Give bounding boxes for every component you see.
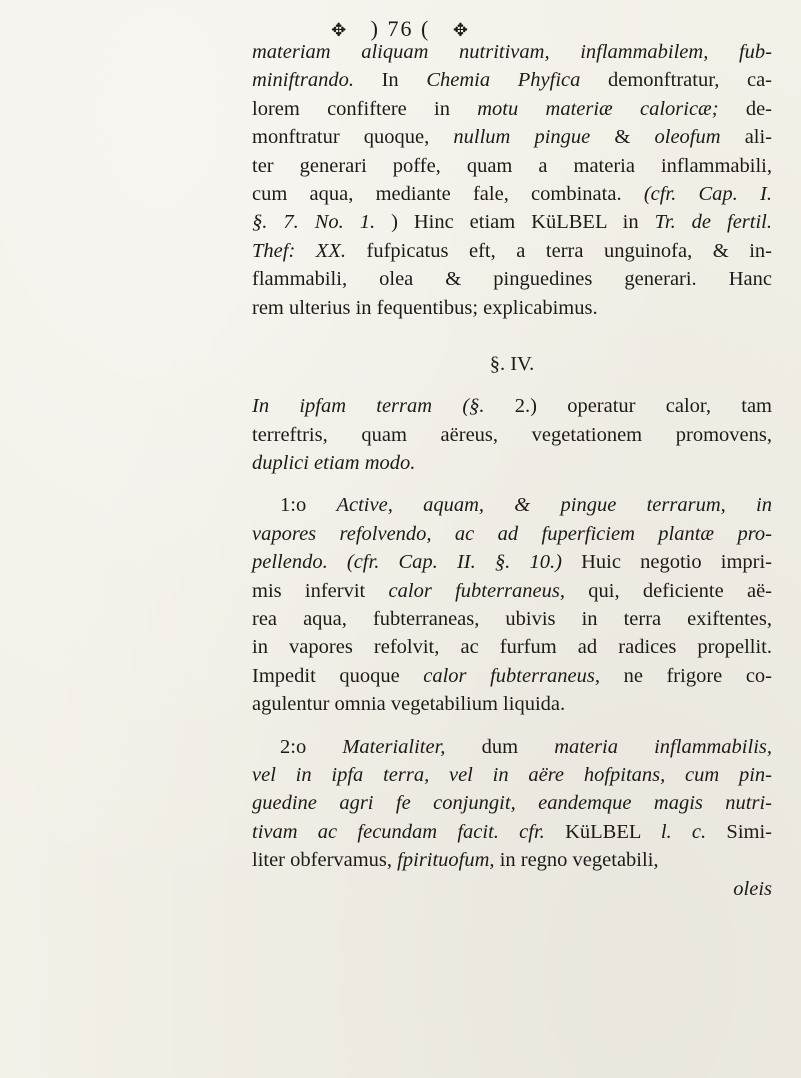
text-run: agulentur omnia vegetabilium liquida. bbox=[252, 693, 566, 716]
text-run: Simi- bbox=[726, 820, 772, 843]
text-run: KüLBEL bbox=[565, 820, 661, 843]
text-run: calor fubterraneus, bbox=[423, 664, 624, 687]
text-run: vel in ipfa terra, vel in aëre hofpitans, cum pin- bbox=[252, 763, 772, 786]
text-run: Materialiter, bbox=[342, 735, 482, 758]
text-run: calor fubterraneus, bbox=[388, 579, 589, 602]
text-line bbox=[252, 491, 772, 519]
text-run: rem ulterius in fequentibus; explicabimus. bbox=[252, 296, 598, 319]
text-run: Huic negotio impri- bbox=[581, 551, 772, 574]
spacer bbox=[252, 322, 772, 350]
text-run: Thef: XX. bbox=[252, 239, 367, 262]
text-run: cum aqua, mediante fale, combinata. bbox=[252, 182, 644, 205]
text-run: rea aqua, fubterraneas, ubivis in terra exiftentes, bbox=[252, 608, 772, 631]
body-text bbox=[252, 38, 772, 903]
text-run: Impedit quoque bbox=[252, 664, 424, 687]
text-run: guedine agri fe conjungit, eandemque magis nutri- bbox=[252, 792, 772, 815]
paragraph-4 bbox=[252, 733, 772, 875]
text-run: 1:o bbox=[280, 494, 337, 517]
text-line bbox=[252, 605, 772, 633]
text-line bbox=[252, 818, 772, 846]
spacer bbox=[252, 378, 772, 392]
text-run: dum bbox=[481, 735, 555, 758]
text-run: lorem confiftere in bbox=[252, 97, 478, 120]
text-line bbox=[252, 789, 772, 817]
paragraph-2 bbox=[252, 392, 772, 477]
spacer bbox=[252, 719, 772, 733]
text-run: pellendo. (cfr. Cap. II. §. 10.) bbox=[252, 551, 582, 574]
text-line bbox=[252, 520, 772, 548]
spacer bbox=[252, 477, 772, 491]
text-run: Active, aquam, & pingue terrarum, in bbox=[336, 494, 772, 517]
text-line bbox=[252, 38, 772, 66]
text-run: demonftratur, ca- bbox=[608, 69, 773, 92]
text-line bbox=[252, 761, 772, 789]
text-line bbox=[252, 846, 772, 874]
text-line bbox=[252, 449, 772, 477]
text-run: duplici etiam modo. bbox=[252, 452, 416, 475]
text-run: in regno vegetabili, bbox=[499, 849, 659, 872]
text-line bbox=[252, 237, 772, 265]
text-run: l. c. bbox=[660, 820, 727, 843]
text-run: 2.) operatur calor, tam bbox=[514, 395, 773, 418]
text-run: miniftrando. bbox=[252, 69, 382, 92]
text-run: oleofum bbox=[654, 126, 745, 149]
text-line bbox=[252, 577, 772, 605]
text-line bbox=[252, 294, 772, 322]
text-run: monftratur quoque, bbox=[252, 126, 454, 149]
text-run: materia inflammabilis, bbox=[554, 735, 772, 758]
text-line bbox=[252, 123, 772, 151]
text-run: tivam ac fecundam facit. cfr. bbox=[252, 820, 566, 843]
text-run: qui, deficiente aë- bbox=[588, 579, 773, 602]
text-run: vapores refolvendo, ac ad fuperficiem plantæ pro- bbox=[252, 522, 772, 545]
text-run: materiam aliquam nutritivam, inflammabilem, fub- bbox=[252, 41, 772, 63]
section-heading: §. IV. bbox=[489, 352, 535, 375]
text-line bbox=[252, 548, 772, 576]
text-run: nullum pingue bbox=[453, 126, 615, 149]
text-run: 2:o bbox=[280, 735, 343, 758]
text-line bbox=[252, 152, 772, 180]
text-line bbox=[252, 633, 772, 661]
text-run: ) Hinc etiam KüLBEL in bbox=[391, 211, 655, 234]
text-run: (cfr. Cap. I. bbox=[643, 182, 772, 205]
text-run: (§. bbox=[462, 395, 515, 418]
text-run: motu materiæ caloricæ; bbox=[477, 97, 746, 120]
text-run: In ipfam terram bbox=[252, 395, 463, 418]
catchword: oleis bbox=[733, 877, 772, 900]
text-run: flammabili, olea & pinguedines generari. Hanc bbox=[252, 268, 772, 291]
text-run: ali- bbox=[744, 126, 773, 149]
text-run: terreftris, quam aëreus, vegetationem promovens, bbox=[252, 423, 772, 446]
text-line bbox=[252, 66, 772, 94]
text-run: in vapores refolvit, ac furfum ad radices propellit. bbox=[252, 636, 772, 659]
text-line bbox=[252, 208, 772, 236]
text-run: & bbox=[614, 126, 655, 149]
text-line bbox=[252, 95, 772, 123]
ornament-left-icon: ✥ bbox=[331, 20, 349, 41]
text-line bbox=[252, 180, 772, 208]
text-run: Chemia Phyfica bbox=[426, 69, 609, 92]
page-number: ) 76 ( bbox=[370, 16, 431, 41]
paragraph-3 bbox=[252, 491, 772, 718]
ornament-right-icon: ✥ bbox=[452, 20, 470, 41]
text-run: Tr. de fertil. bbox=[654, 211, 772, 234]
text-run: In bbox=[381, 69, 427, 92]
text-run: ne frigore co- bbox=[623, 664, 772, 687]
text-run: ter generari poffe, quam a materia inflammabili, bbox=[252, 154, 772, 177]
text-line bbox=[252, 690, 772, 718]
paragraph-1 bbox=[252, 38, 772, 322]
text-line bbox=[252, 265, 772, 293]
text-run: liter obfervamus, bbox=[252, 849, 398, 872]
text-run: mis infervit bbox=[252, 579, 389, 602]
text-run: de- bbox=[745, 97, 773, 120]
text-run: §. 7. No. 1. bbox=[252, 211, 392, 234]
text-run: fpirituofum, bbox=[397, 849, 500, 872]
text-line bbox=[252, 392, 772, 420]
text-run: fufpicatus eft, a terra unguinofa, & in- bbox=[366, 239, 772, 262]
text-line bbox=[252, 733, 772, 761]
text-line bbox=[252, 662, 772, 690]
text-line bbox=[252, 421, 772, 449]
